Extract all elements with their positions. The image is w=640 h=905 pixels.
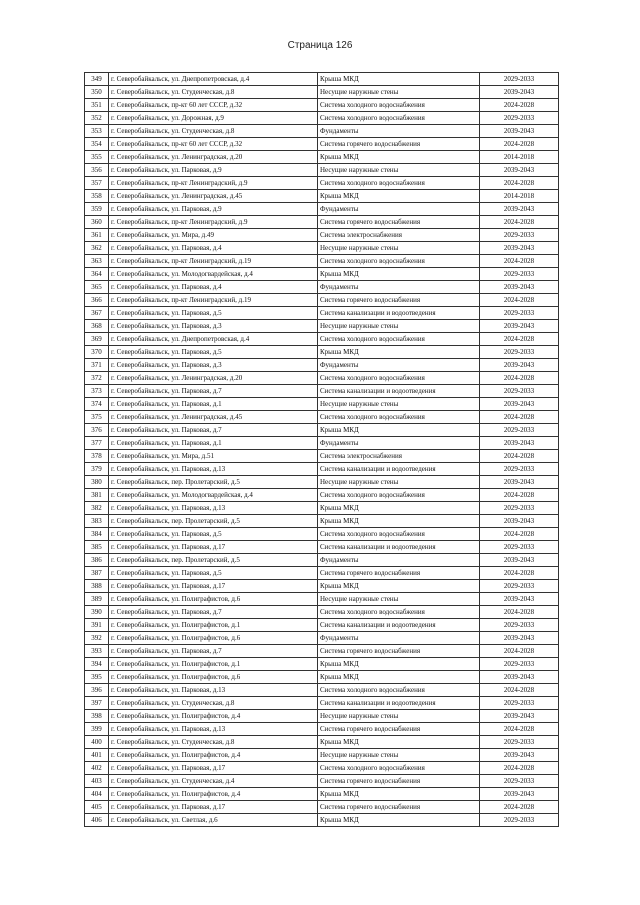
row-number-cell: 380 xyxy=(85,476,109,489)
row-number-cell: 353 xyxy=(85,125,109,138)
table-row xyxy=(85,723,559,736)
table-row xyxy=(85,645,559,658)
address-cell: г. Северобайкальск, ул. Парковая, д.13 xyxy=(109,723,318,736)
table-row xyxy=(85,320,559,333)
table-row xyxy=(85,541,559,554)
address-cell: г. Северобайкальск, ул. Парковая, д.17 xyxy=(109,580,318,593)
period-cell: 2024-2028 xyxy=(480,567,559,580)
table-row xyxy=(85,684,559,697)
row-number-cell: 405 xyxy=(85,801,109,814)
system-cell: Крыша МКД xyxy=(318,814,480,827)
period-cell: 2029-2033 xyxy=(480,424,559,437)
period-cell: 2024-2028 xyxy=(480,372,559,385)
period-cell: 2039-2043 xyxy=(480,242,559,255)
period-cell: 2029-2033 xyxy=(480,541,559,554)
address-cell: г. Северобайкальск, ул. Ленинградская, д.20 xyxy=(109,151,318,164)
address-cell: г. Северобайкальск, пр-кт Ленинградский, д.19 xyxy=(109,294,318,307)
table-row xyxy=(85,489,559,502)
system-cell: Система горячего водоснабжения xyxy=(318,216,480,229)
row-number-cell: 392 xyxy=(85,632,109,645)
period-cell: 2039-2043 xyxy=(480,476,559,489)
period-cell: 2029-2033 xyxy=(480,502,559,515)
address-cell: г. Северобайкальск, пер. Пролетарский, д.5 xyxy=(109,476,318,489)
period-cell: 2024-2028 xyxy=(480,762,559,775)
row-number-cell: 383 xyxy=(85,515,109,528)
row-number-cell: 385 xyxy=(85,541,109,554)
address-cell: г. Северобайкальск, ул. Полиграфистов, д.6 xyxy=(109,632,318,645)
system-cell: Система канализации и водоотведения xyxy=(318,619,480,632)
address-cell: г. Северобайкальск, ул. Парковая, д.1 xyxy=(109,398,318,411)
period-cell: 2029-2033 xyxy=(480,658,559,671)
row-number-cell: 357 xyxy=(85,177,109,190)
row-number-cell: 398 xyxy=(85,710,109,723)
system-cell: Несущие наружные стены xyxy=(318,710,480,723)
period-cell: 2039-2043 xyxy=(480,86,559,99)
address-cell: г. Северобайкальск, ул. Парковая, д.13 xyxy=(109,684,318,697)
row-number-cell: 354 xyxy=(85,138,109,151)
period-cell: 2039-2043 xyxy=(480,125,559,138)
period-cell: 2029-2033 xyxy=(480,736,559,749)
period-cell: 2029-2033 xyxy=(480,229,559,242)
system-cell: Система электроснабжения xyxy=(318,450,480,463)
registry-table xyxy=(84,72,559,827)
table-row xyxy=(85,437,559,450)
address-cell: г. Северобайкальск, пр-кт 60 лет СССР, д.32 xyxy=(109,99,318,112)
period-cell: 2024-2028 xyxy=(480,255,559,268)
row-number-cell: 397 xyxy=(85,697,109,710)
address-cell: г. Северобайкальск, ул. Парковая, д.17 xyxy=(109,541,318,554)
system-cell: Система холодного водоснабжения xyxy=(318,99,480,112)
period-cell: 2039-2043 xyxy=(480,554,559,567)
system-cell: Несущие наружные стены xyxy=(318,749,480,762)
address-cell: г. Северобайкальск, ул. Парковая, д.17 xyxy=(109,762,318,775)
period-cell: 2024-2028 xyxy=(480,723,559,736)
address-cell: г. Северобайкальск, ул. Светлая, д.6 xyxy=(109,814,318,827)
row-number-cell: 395 xyxy=(85,671,109,684)
address-cell: г. Северобайкальск, пер. Пролетарский, д.5 xyxy=(109,554,318,567)
row-number-cell: 372 xyxy=(85,372,109,385)
period-cell: 2029-2033 xyxy=(480,268,559,281)
address-cell: г. Северобайкальск, ул. Парковая, д.17 xyxy=(109,801,318,814)
period-cell: 2029-2033 xyxy=(480,73,559,86)
period-cell: 2024-2028 xyxy=(480,333,559,346)
address-cell: г. Северобайкальск, ул. Дорожная, д.9 xyxy=(109,112,318,125)
system-cell: Крыша МКД xyxy=(318,502,480,515)
table-row xyxy=(85,463,559,476)
period-cell: 2039-2043 xyxy=(480,515,559,528)
page-title: Страница 126 xyxy=(287,40,353,51)
system-cell: Крыша МКД xyxy=(318,268,480,281)
system-cell: Система горячего водоснабжения xyxy=(318,294,480,307)
address-cell: г. Северобайкальск, ул. Парковая, д.13 xyxy=(109,502,318,515)
system-cell: Система холодного водоснабжения xyxy=(318,684,480,697)
row-number-cell: 387 xyxy=(85,567,109,580)
table-row xyxy=(85,190,559,203)
row-number-cell: 358 xyxy=(85,190,109,203)
row-number-cell: 350 xyxy=(85,86,109,99)
table-row xyxy=(85,762,559,775)
table-row xyxy=(85,775,559,788)
period-cell: 2029-2033 xyxy=(480,385,559,398)
address-cell: г. Северобайкальск, ул. Ленинградская, д.20 xyxy=(109,372,318,385)
table-row xyxy=(85,73,559,86)
system-cell: Фундаменты xyxy=(318,125,480,138)
system-cell: Система холодного водоснабжения xyxy=(318,606,480,619)
address-cell: г. Северобайкальск, ул. Студенческая, д.8 xyxy=(109,697,318,710)
table-row xyxy=(85,593,559,606)
table-row xyxy=(85,112,559,125)
table-row xyxy=(85,125,559,138)
period-cell: 2039-2043 xyxy=(480,788,559,801)
system-cell: Крыша МКД xyxy=(318,424,480,437)
period-cell: 2039-2043 xyxy=(480,749,559,762)
period-cell: 2039-2043 xyxy=(480,632,559,645)
row-number-cell: 402 xyxy=(85,762,109,775)
table-row xyxy=(85,385,559,398)
address-cell: г. Северобайкальск, ул. Парковая, д.4 xyxy=(109,281,318,294)
system-cell: Фундаменты xyxy=(318,554,480,567)
address-cell: г. Северобайкальск, ул. Парковая, д.1 xyxy=(109,437,318,450)
row-number-cell: 351 xyxy=(85,99,109,112)
row-number-cell: 369 xyxy=(85,333,109,346)
address-cell: г. Северобайкальск, ул. Днепропетровская, д.4 xyxy=(109,333,318,346)
period-cell: 2039-2043 xyxy=(480,281,559,294)
system-cell: Система холодного водоснабжения xyxy=(318,762,480,775)
row-number-cell: 376 xyxy=(85,424,109,437)
table-row xyxy=(85,372,559,385)
row-number-cell: 386 xyxy=(85,554,109,567)
address-cell: г. Северобайкальск, ул. Днепропетровская, д.4 xyxy=(109,73,318,86)
period-cell: 2014-2018 xyxy=(480,151,559,164)
period-cell: 2039-2043 xyxy=(480,320,559,333)
table-row xyxy=(85,242,559,255)
system-cell: Крыша МКД xyxy=(318,515,480,528)
table-row xyxy=(85,515,559,528)
table-row xyxy=(85,411,559,424)
period-cell: 2039-2043 xyxy=(480,671,559,684)
row-number-cell: 365 xyxy=(85,281,109,294)
period-cell: 2029-2033 xyxy=(480,775,559,788)
system-cell: Система горячего водоснабжения xyxy=(318,801,480,814)
address-cell: г. Северобайкальск, ул. Ленинградская, д.45 xyxy=(109,190,318,203)
system-cell: Система горячего водоснабжения xyxy=(318,775,480,788)
table-row xyxy=(85,424,559,437)
system-cell: Система электроснабжения xyxy=(318,229,480,242)
address-cell: г. Северобайкальск, ул. Парковая, д.5 xyxy=(109,528,318,541)
system-cell: Крыша МКД xyxy=(318,671,480,684)
table-row xyxy=(85,255,559,268)
system-cell: Фундаменты xyxy=(318,437,480,450)
period-cell: 2024-2028 xyxy=(480,411,559,424)
period-cell: 2039-2043 xyxy=(480,359,559,372)
table-row xyxy=(85,138,559,151)
system-cell: Несущие наружные стены xyxy=(318,476,480,489)
table-row xyxy=(85,476,559,489)
period-cell: 2024-2028 xyxy=(480,216,559,229)
table-row xyxy=(85,710,559,723)
address-cell: г. Северобайкальск, ул. Парковая, д.5 xyxy=(109,346,318,359)
row-number-cell: 367 xyxy=(85,307,109,320)
table-row xyxy=(85,216,559,229)
system-cell: Крыша МКД xyxy=(318,580,480,593)
system-cell: Крыша МКД xyxy=(318,151,480,164)
row-number-cell: 403 xyxy=(85,775,109,788)
system-cell: Крыша МКД xyxy=(318,788,480,801)
system-cell: Крыша МКД xyxy=(318,190,480,203)
period-cell: 2029-2033 xyxy=(480,112,559,125)
address-cell: г. Северобайкальск, ул. Парковая, д.5 xyxy=(109,567,318,580)
period-cell: 2024-2028 xyxy=(480,606,559,619)
system-cell: Крыша МКД xyxy=(318,73,480,86)
row-number-cell: 396 xyxy=(85,684,109,697)
table-row xyxy=(85,99,559,112)
address-cell: г. Северобайкальск, ул. Студенческая, д.4 xyxy=(109,775,318,788)
table-row xyxy=(85,203,559,216)
table-row xyxy=(85,671,559,684)
table-row xyxy=(85,619,559,632)
row-number-cell: 361 xyxy=(85,229,109,242)
system-cell: Система холодного водоснабжения xyxy=(318,112,480,125)
address-cell: г. Северобайкальск, ул. Полиграфистов, д.4 xyxy=(109,710,318,723)
period-cell: 2039-2043 xyxy=(480,710,559,723)
table-row xyxy=(85,736,559,749)
period-cell: 2039-2043 xyxy=(480,593,559,606)
system-cell: Фундаменты xyxy=(318,632,480,645)
row-number-cell: 378 xyxy=(85,450,109,463)
row-number-cell: 404 xyxy=(85,788,109,801)
address-cell: г. Северобайкальск, пр-кт Ленинградский, д.9 xyxy=(109,177,318,190)
row-number-cell: 374 xyxy=(85,398,109,411)
row-number-cell: 366 xyxy=(85,294,109,307)
row-number-cell: 390 xyxy=(85,606,109,619)
row-number-cell: 400 xyxy=(85,736,109,749)
address-cell: г. Северобайкальск, ул. Молодогвардейская, д.4 xyxy=(109,489,318,502)
period-cell: 2024-2028 xyxy=(480,684,559,697)
address-cell: г. Северобайкальск, ул. Парковая, д.3 xyxy=(109,320,318,333)
row-number-cell: 382 xyxy=(85,502,109,515)
address-cell: г. Северобайкальск, ул. Молодогвардейская, д.4 xyxy=(109,268,318,281)
system-cell: Система холодного водоснабжения xyxy=(318,489,480,502)
table-row xyxy=(85,502,559,515)
system-cell: Система канализации и водоотведения xyxy=(318,463,480,476)
period-cell: 2024-2028 xyxy=(480,450,559,463)
system-cell: Система канализации и водоотведения xyxy=(318,307,480,320)
period-cell: 2039-2043 xyxy=(480,164,559,177)
address-cell: г. Северобайкальск, пр-кт Ленинградский, д.19 xyxy=(109,255,318,268)
address-cell: г. Северобайкальск, ул. Мира, д.51 xyxy=(109,450,318,463)
table-row xyxy=(85,164,559,177)
table-row xyxy=(85,268,559,281)
table-row xyxy=(85,749,559,762)
address-cell: г. Северобайкальск, ул. Парковая, д.9 xyxy=(109,203,318,216)
table-row xyxy=(85,177,559,190)
table-row xyxy=(85,632,559,645)
table-row xyxy=(85,697,559,710)
table-row xyxy=(85,333,559,346)
row-number-cell: 363 xyxy=(85,255,109,268)
row-number-cell: 373 xyxy=(85,385,109,398)
system-cell: Несущие наружные стены xyxy=(318,164,480,177)
row-number-cell: 393 xyxy=(85,645,109,658)
address-cell: г. Северобайкальск, ул. Парковая, д.7 xyxy=(109,645,318,658)
row-number-cell: 352 xyxy=(85,112,109,125)
row-number-cell: 359 xyxy=(85,203,109,216)
address-cell: г. Северобайкальск, ул. Ленинградская, д.45 xyxy=(109,411,318,424)
system-cell: Система горячего водоснабжения xyxy=(318,723,480,736)
system-cell: Система канализации и водоотведения xyxy=(318,541,480,554)
row-number-cell: 364 xyxy=(85,268,109,281)
table-row xyxy=(85,229,559,242)
system-cell: Крыша МКД xyxy=(318,346,480,359)
table-row xyxy=(85,359,559,372)
table-row xyxy=(85,450,559,463)
period-cell: 2024-2028 xyxy=(480,294,559,307)
address-cell: г. Северобайкальск, ул. Парковая, д.5 xyxy=(109,307,318,320)
system-cell: Фундаменты xyxy=(318,203,480,216)
row-number-cell: 399 xyxy=(85,723,109,736)
period-cell: 2039-2043 xyxy=(480,203,559,216)
table-row xyxy=(85,801,559,814)
system-cell: Несущие наружные стены xyxy=(318,593,480,606)
row-number-cell: 360 xyxy=(85,216,109,229)
address-cell: г. Северобайкальск, ул. Парковая, д.3 xyxy=(109,359,318,372)
address-cell: г. Северобайкальск, ул. Студенческая, д.8 xyxy=(109,125,318,138)
period-cell: 2029-2033 xyxy=(480,463,559,476)
table-row xyxy=(85,606,559,619)
system-cell: Фундаменты xyxy=(318,281,480,294)
row-number-cell: 379 xyxy=(85,463,109,476)
system-cell: Система холодного водоснабжения xyxy=(318,255,480,268)
table-row xyxy=(85,346,559,359)
system-cell: Система канализации и водоотведения xyxy=(318,697,480,710)
table-row xyxy=(85,788,559,801)
row-number-cell: 355 xyxy=(85,151,109,164)
table-row xyxy=(85,658,559,671)
row-number-cell: 401 xyxy=(85,749,109,762)
row-number-cell: 368 xyxy=(85,320,109,333)
address-cell: г. Северобайкальск, ул. Полиграфистов, д.1 xyxy=(109,658,318,671)
system-cell: Система канализации и водоотведения xyxy=(318,385,480,398)
address-cell: г. Северобайкальск, ул. Парковая, д.4 xyxy=(109,242,318,255)
period-cell: 2029-2033 xyxy=(480,619,559,632)
period-cell: 2039-2043 xyxy=(480,437,559,450)
table-row xyxy=(85,554,559,567)
address-cell: г. Северобайкальск, ул. Полиграфистов, д.6 xyxy=(109,671,318,684)
system-cell: Система горячего водоснабжения xyxy=(318,645,480,658)
address-cell: г. Северобайкальск, ул. Парковая, д.7 xyxy=(109,606,318,619)
row-number-cell: 362 xyxy=(85,242,109,255)
system-cell: Фундаменты xyxy=(318,359,480,372)
address-cell: г. Северобайкальск, ул. Студенческая, д.8 xyxy=(109,86,318,99)
row-number-cell: 377 xyxy=(85,437,109,450)
row-number-cell: 370 xyxy=(85,346,109,359)
system-cell: Несущие наружные стены xyxy=(318,398,480,411)
address-cell: г. Северобайкальск, ул. Студенческая, д.8 xyxy=(109,736,318,749)
table-row xyxy=(85,580,559,593)
system-cell: Система горячего водоснабжения xyxy=(318,138,480,151)
period-cell: 2024-2028 xyxy=(480,99,559,112)
period-cell: 2029-2033 xyxy=(480,814,559,827)
table-row xyxy=(85,294,559,307)
period-cell: 2039-2043 xyxy=(480,398,559,411)
row-number-cell: 391 xyxy=(85,619,109,632)
address-cell: г. Северобайкальск, ул. Парковая, д.7 xyxy=(109,385,318,398)
row-number-cell: 375 xyxy=(85,411,109,424)
address-cell: г. Северобайкальск, ул. Парковая, д.13 xyxy=(109,463,318,476)
system-cell: Система холодного водоснабжения xyxy=(318,372,480,385)
table-row xyxy=(85,151,559,164)
row-number-cell: 384 xyxy=(85,528,109,541)
address-cell: г. Северобайкальск, ул. Парковая, д.9 xyxy=(109,164,318,177)
address-cell: г. Северобайкальск, ул. Полиграфистов, д.6 xyxy=(109,593,318,606)
address-cell: г. Северобайкальск, ул. Полиграфистов, д.4 xyxy=(109,749,318,762)
row-number-cell: 356 xyxy=(85,164,109,177)
registry-table-body xyxy=(85,73,559,827)
period-cell: 2029-2033 xyxy=(480,346,559,359)
system-cell: Крыша МКД xyxy=(318,658,480,671)
period-cell: 2024-2028 xyxy=(480,801,559,814)
address-cell: г. Северобайкальск, пр-кт Ленинградский, д.9 xyxy=(109,216,318,229)
row-number-cell: 388 xyxy=(85,580,109,593)
address-cell: г. Северобайкальск, пр-кт 60 лет СССР, д.32 xyxy=(109,138,318,151)
table-row xyxy=(85,567,559,580)
table-row xyxy=(85,814,559,827)
address-cell: г. Северобайкальск, ул. Парковая, д.7 xyxy=(109,424,318,437)
system-cell: Несущие наружные стены xyxy=(318,320,480,333)
table-row xyxy=(85,398,559,411)
period-cell: 2014-2018 xyxy=(480,190,559,203)
system-cell: Крыша МКД xyxy=(318,736,480,749)
system-cell: Система холодного водоснабжения xyxy=(318,411,480,424)
period-cell: 2024-2028 xyxy=(480,489,559,502)
period-cell: 2024-2028 xyxy=(480,177,559,190)
period-cell: 2029-2033 xyxy=(480,697,559,710)
address-cell: г. Северобайкальск, ул. Полиграфистов, д.4 xyxy=(109,788,318,801)
system-cell: Система холодного водоснабжения xyxy=(318,528,480,541)
period-cell: 2024-2028 xyxy=(480,528,559,541)
period-cell: 2029-2033 xyxy=(480,307,559,320)
period-cell: 2024-2028 xyxy=(480,645,559,658)
system-cell: Система холодного водоснабжения xyxy=(318,333,480,346)
table-row xyxy=(85,281,559,294)
table-row xyxy=(85,307,559,320)
row-number-cell: 406 xyxy=(85,814,109,827)
row-number-cell: 389 xyxy=(85,593,109,606)
system-cell: Система горячего водоснабжения xyxy=(318,567,480,580)
system-cell: Несущие наружные стены xyxy=(318,242,480,255)
address-cell: г. Северобайкальск, ул. Полиграфистов, д.1 xyxy=(109,619,318,632)
row-number-cell: 371 xyxy=(85,359,109,372)
system-cell: Система холодного водоснабжения xyxy=(318,177,480,190)
address-cell: г. Северобайкальск, ул. Мира, д.49 xyxy=(109,229,318,242)
table-row xyxy=(85,528,559,541)
system-cell: Несущие наружные стены xyxy=(318,86,480,99)
row-number-cell: 394 xyxy=(85,658,109,671)
table-row xyxy=(85,86,559,99)
row-number-cell: 381 xyxy=(85,489,109,502)
address-cell: г. Северобайкальск, пер. Пролетарский, д.5 xyxy=(109,515,318,528)
row-number-cell: 349 xyxy=(85,73,109,86)
period-cell: 2024-2028 xyxy=(480,138,559,151)
period-cell: 2029-2033 xyxy=(480,580,559,593)
